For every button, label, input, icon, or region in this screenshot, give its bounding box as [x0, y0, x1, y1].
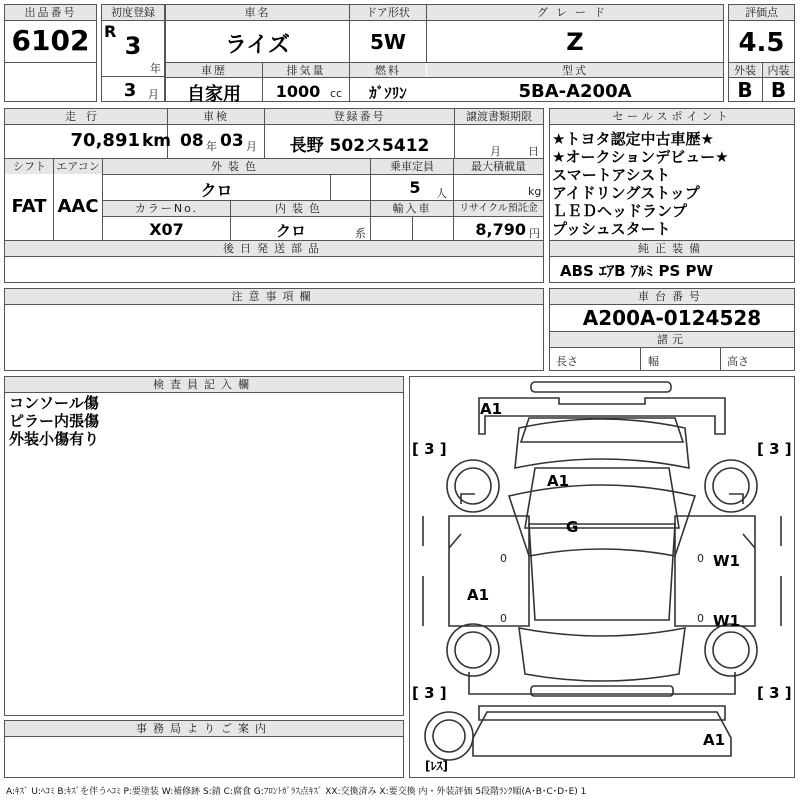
capacity-unit: 人: [436, 187, 447, 200]
inspector-label: 検査員記入欄: [5, 377, 403, 392]
color-no-label: カラーNo.: [103, 201, 230, 216]
color-label: 外装色: [103, 159, 370, 174]
diagram-zero: 0: [500, 552, 507, 565]
model: 5BA-A200A: [518, 81, 632, 102]
displacement: 1000: [275, 82, 321, 101]
recycle-label: リサイクル預託金: [454, 201, 543, 216]
diagram-zero: 0: [697, 612, 704, 625]
grade: Z: [566, 28, 584, 56]
car-name: ライズ: [224, 33, 291, 58]
sales-point-item: プッシュスタート: [552, 220, 671, 238]
reg-year: 3: [124, 32, 142, 60]
first-reg-label: 初度登録: [102, 5, 164, 20]
inspector-note: 外装小傷有り: [9, 430, 100, 448]
inspection-month-unit: 月: [246, 140, 257, 153]
plate-label: 登録番号: [265, 109, 454, 124]
shift: FAT: [11, 196, 47, 217]
damage-mark: G: [566, 518, 579, 536]
interior-color: クロ: [275, 222, 306, 240]
damage-mark: W1: [713, 552, 740, 570]
inspection-year-unit: 年: [206, 140, 217, 153]
spec-width: 幅: [648, 355, 659, 368]
displacement-unit: cc: [330, 87, 343, 100]
doors: 5W: [370, 30, 406, 54]
capacity: 5: [409, 178, 421, 197]
history: 自家用: [187, 84, 241, 105]
chassis-label: 車台番号: [550, 289, 794, 304]
interior-label: 内装: [763, 63, 794, 78]
damage-mark: A1: [547, 472, 570, 490]
lot-label: 出品番号: [5, 5, 96, 20]
inspector-notes: [9, 394, 99, 448]
displacement-label: 排気量: [263, 63, 349, 78]
exterior-label: 外装: [729, 63, 761, 78]
equipment-label: 純正装備: [550, 241, 794, 256]
inspection-month: 03: [220, 131, 244, 151]
reg-month: 3: [123, 80, 137, 101]
tire-tread: [ 3 ]: [412, 440, 447, 458]
fuel-label: 燃料: [350, 63, 426, 78]
color-number: X07: [149, 220, 184, 239]
car-name-label: 車名: [166, 5, 349, 20]
mileage-label: 走行: [5, 109, 167, 124]
sales-point-label: セールスポイント: [550, 109, 794, 124]
tire-tread: [ 3 ]: [412, 684, 447, 702]
later-parts-label: 後日発送部品: [5, 241, 543, 256]
capacity-label: 乗車定員: [371, 159, 453, 174]
damage-mark: A1: [703, 731, 726, 749]
chassis-number: A200A-0124528: [582, 306, 762, 330]
import-label: 輸入車: [371, 201, 453, 216]
lot-number: 6102: [11, 24, 90, 57]
interior-score: B: [770, 78, 787, 102]
load-label: 最大積載量: [454, 159, 543, 174]
office-label: 事務局よりご案内: [5, 721, 403, 736]
load-unit: kg: [528, 185, 542, 198]
air-conditioner: AAC: [57, 196, 99, 217]
model-label: 型式: [427, 63, 723, 78]
recycle-fee: 8,790: [475, 220, 526, 239]
interior-color-unit: 系: [355, 227, 366, 240]
sales-point-item: ★トヨタ認定中古車歴★: [552, 130, 714, 148]
sales-point-list: [552, 130, 729, 238]
inspector-note: コンソール傷: [9, 394, 99, 412]
inspection-label: 車検: [168, 109, 264, 124]
recycle-unit: 円: [529, 227, 540, 240]
diagram-zero: 0: [697, 552, 704, 565]
diagram-zero: 0: [500, 612, 507, 625]
spec-length: 長さ: [556, 355, 578, 368]
sales-point-item: スマートアシスト: [552, 166, 671, 184]
sales-point-item: ＬＥＤヘッドランプ: [552, 202, 688, 220]
notes-label: 注意事項欄: [5, 289, 543, 304]
sales-point-item: アイドリングストップ: [552, 184, 700, 202]
mileage-unit: km: [142, 131, 172, 151]
ac-label: エアコン: [54, 159, 102, 174]
history-label: 車歴: [166, 63, 262, 78]
spec-label: 諸元: [550, 332, 794, 347]
score-label: 評価点: [729, 5, 794, 20]
car-diagram: [409, 376, 795, 778]
transfer-label: 譲渡書類期限: [455, 109, 543, 124]
sales-point-item: ★オークションデビュー★: [552, 148, 729, 166]
fuel: ｶﾞｿﾘﾝ: [369, 84, 407, 102]
spare-tire: [ﾚｽ]: [425, 759, 448, 773]
damage-mark: A1: [467, 586, 490, 604]
tire-tread: [ 3 ]: [757, 684, 792, 702]
era: R: [104, 22, 117, 41]
inspection-year: 08: [180, 131, 204, 151]
score: 4.5: [738, 28, 785, 58]
damage-mark: W1: [713, 612, 740, 630]
plate-number: 長野 502ス5412: [289, 136, 430, 156]
grade-label: グレード: [427, 5, 723, 20]
tire-tread: [ 3 ]: [757, 440, 792, 458]
shift-label: シフト: [5, 159, 53, 174]
damage-legend: A:ｷｽﾞ U:ﾍｺﾐ B:ｷｽﾞを伴うﾍｺﾐ P:要塗装 W:補修跡 S:錆 C:腐食 G:ﾌﾛﾝﾄｶﾞﾗｽ点ｷｽﾞ XX:交換済み X:要交換 内・外装評価 5段階ﾗﾝｸ順(A･B･C･D･E) 1: [6, 787, 587, 797]
damage-mark: A1: [480, 400, 503, 418]
mileage: 70,891: [70, 130, 140, 151]
reg-year-unit: 年: [150, 62, 161, 75]
equipment: ABS ｴｱB ｱﾙﾐ PS PW: [560, 262, 714, 280]
exterior-score: B: [737, 78, 753, 102]
exterior-color: クロ: [200, 181, 233, 200]
inspector-note: ピラー内張傷: [9, 412, 100, 430]
reg-month-unit: 月: [148, 88, 159, 101]
interior-color-label: 内装色: [231, 201, 370, 216]
doors-label: ドア形状: [350, 5, 426, 20]
transfer-day: 日: [528, 145, 539, 158]
transfer-month: 月: [490, 145, 501, 158]
spec-height: 高さ: [727, 355, 749, 368]
